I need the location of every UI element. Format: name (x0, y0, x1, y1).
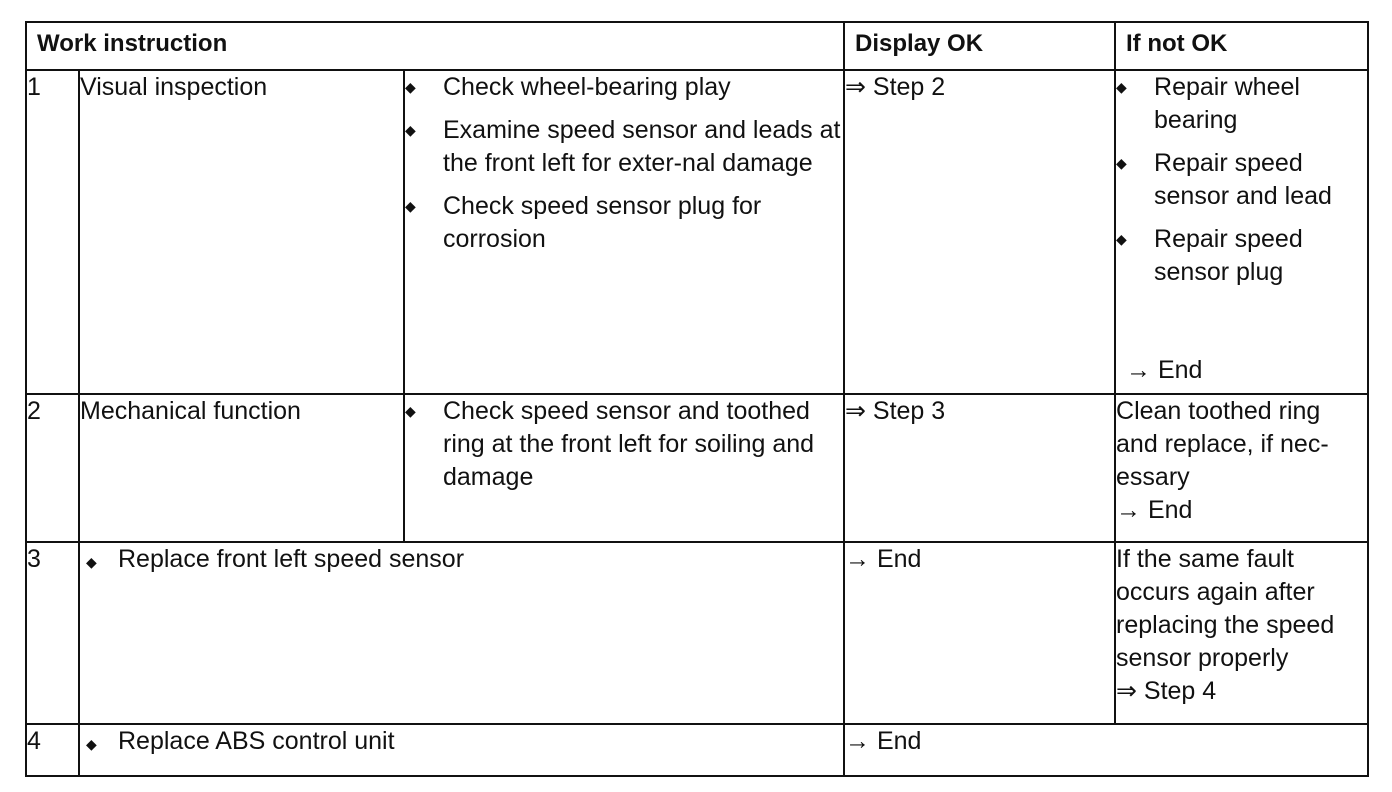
remedy-text: Repair wheel bearing (1154, 73, 1300, 134)
display-ok-cell: → End (844, 542, 1115, 724)
display-ok-cell: ⇒ Step 3 (844, 394, 1115, 542)
check-text: Check wheel-bearing play (443, 73, 731, 101)
remedy-text: Repair speed sensor plug (1154, 225, 1303, 286)
step-instruction (79, 542, 844, 724)
table-row (26, 70, 1368, 394)
check-text: Check speed sensor and toothed ring at the front left for soiling and damage (443, 397, 815, 491)
step-name: Mechanical function (79, 394, 404, 542)
remedy-item (1116, 71, 1367, 137)
step-checks (404, 394, 844, 542)
table-row (26, 724, 1368, 776)
header-row (26, 22, 1368, 70)
bullet-icon: ◆ (1116, 155, 1127, 171)
remedy-text: Clean toothed ring and replace, if nec-essary (1116, 397, 1329, 491)
header-work-instruction: Work instruction (26, 22, 844, 70)
step-number: 3 (26, 542, 79, 724)
bullet-icon: ◆ (405, 79, 416, 95)
bullet-icon: ◆ (1116, 79, 1127, 95)
remedy-item (1116, 147, 1367, 213)
table-row (26, 394, 1368, 542)
bullet-icon: ◆ (405, 403, 416, 419)
step-number: 4 (26, 724, 79, 776)
table-row (26, 542, 1368, 724)
if-not-ok-cell (1115, 70, 1368, 394)
remedy-text: If the same fault occurs again after replacing the speed sensor properly (1116, 545, 1335, 672)
bullet-icon: ◆ (86, 736, 97, 752)
work-instruction-table (25, 21, 1369, 777)
end-link-text: → End (1126, 356, 1203, 384)
bullet-icon: ◆ (405, 198, 416, 214)
check-text: Examine speed sensor and leads at the front left for exter-nal damage (443, 116, 841, 177)
display-ok-cell: → End (844, 724, 1368, 776)
end-link-text: → End (1116, 496, 1193, 524)
header-display-ok: Display OK (844, 22, 1115, 70)
step-name: Visual inspection (79, 70, 404, 394)
remedy-item (1116, 223, 1367, 289)
check-item (405, 395, 843, 494)
instruction-text: Replace front left speed sensor (118, 545, 465, 573)
step-instruction (79, 724, 844, 776)
check-item (405, 71, 843, 104)
bullet-icon: ◆ (1116, 231, 1127, 247)
header-if-not-ok: If not OK (1115, 22, 1368, 70)
check-item (405, 114, 843, 180)
display-ok-cell: ⇒ Step 2 (844, 70, 1115, 394)
next-step-text: ⇒ Step 4 (1116, 677, 1217, 705)
step-number: 2 (26, 394, 79, 542)
remedy-text: Repair speed sensor and lead (1154, 149, 1332, 210)
if-not-ok-cell (1115, 394, 1368, 542)
check-text: Check speed sensor plug for corrosion (443, 192, 762, 253)
if-not-ok-cell (1115, 542, 1368, 724)
check-item (405, 190, 843, 256)
bullet-icon: ◆ (405, 122, 416, 138)
step-checks (404, 70, 844, 394)
bullet-icon: ◆ (86, 554, 97, 570)
step-number: 1 (26, 70, 79, 394)
instruction-text: Replace ABS control unit (118, 727, 395, 755)
